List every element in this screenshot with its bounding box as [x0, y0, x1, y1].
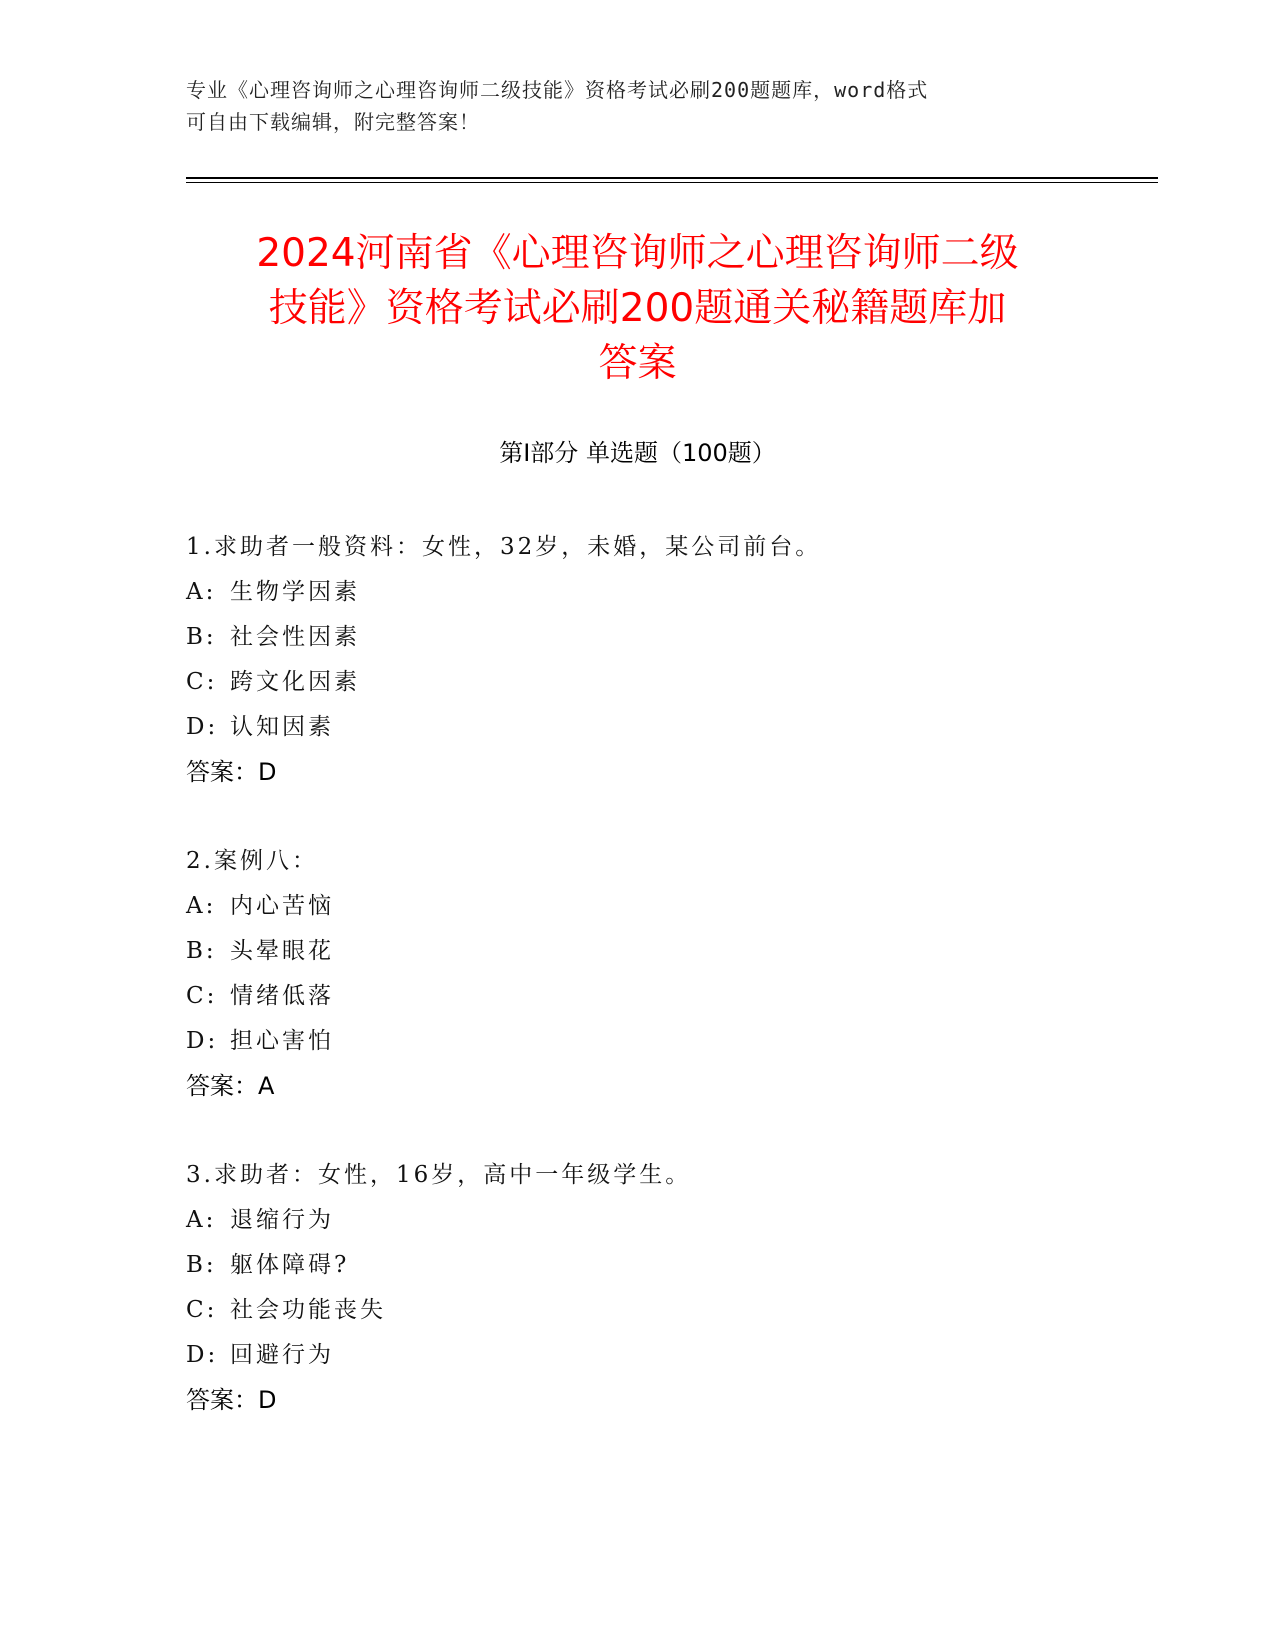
document-title-line-1: 2024河南省《心理咨询师之心理咨询师二级 — [256, 231, 1019, 276]
option-d — [186, 705, 1126, 750]
option-d — [186, 1333, 1126, 1378]
option-text: 回避行为 — [230, 1342, 334, 1368]
answer-line: 答案：A — [186, 1072, 275, 1100]
header-note-line-1: 专业《心理咨询师之心理咨询师二级技能》资格考试必刷200题题库，word格式 — [186, 78, 929, 102]
option-text: 躯体障碍? — [230, 1252, 350, 1278]
option-d — [186, 1019, 1126, 1064]
option-key: D: — [186, 714, 219, 740]
option-key: C: — [186, 1297, 218, 1323]
header-divider-thin — [186, 182, 1158, 183]
option-key: A: — [186, 893, 217, 919]
section-heading: 第Ⅰ部分 单选题（100题） — [499, 439, 776, 467]
option-text: 担心害怕 — [230, 1028, 334, 1054]
option-text: 生物学因素 — [230, 579, 360, 605]
option-key: D: — [186, 1028, 219, 1054]
header-divider-thick — [186, 177, 1158, 179]
option-text: 头晕眼花 — [230, 938, 334, 964]
option-key: C: — [186, 669, 218, 695]
option-b — [186, 1243, 1126, 1288]
question-item — [186, 1153, 1126, 1423]
question-item — [186, 525, 1126, 795]
option-text: 社会功能丧失 — [230, 1297, 386, 1323]
option-text: 内心苦恼 — [230, 893, 334, 919]
option-a — [186, 884, 1126, 929]
document-header-note — [186, 74, 1086, 138]
question-list — [186, 525, 1126, 1467]
option-key: A: — [186, 1207, 217, 1233]
question-stem: 1.求助者一般资料：女性，32岁，未婚，某公司前台。 — [186, 534, 822, 560]
document-title-line-2: 技能》资格考试必刷200题通关秘籍题库加 — [268, 286, 1007, 331]
option-text: 跨文化因素 — [230, 669, 360, 695]
option-text: 认知因素 — [230, 714, 334, 740]
option-key: B: — [186, 1252, 217, 1278]
option-c — [186, 1288, 1126, 1333]
option-text: 情绪低落 — [230, 983, 334, 1009]
option-text: 社会性因素 — [230, 624, 360, 650]
header-note-line-2: 可自由下载编辑，附完整答案！ — [186, 110, 480, 134]
option-c — [186, 660, 1126, 705]
option-key: D: — [186, 1342, 219, 1368]
option-key: A: — [186, 579, 217, 605]
option-a — [186, 1198, 1126, 1243]
option-c — [186, 974, 1126, 1019]
option-a — [186, 570, 1126, 615]
question-stem: 2.案例八： — [186, 848, 318, 874]
question-stem: 3.求助者：女性，16岁，高中一年级学生。 — [186, 1162, 692, 1188]
option-b — [186, 615, 1126, 660]
answer-line: 答案：D — [186, 758, 277, 786]
document-title-line-3: 答案 — [598, 341, 677, 386]
option-b — [186, 929, 1126, 974]
question-item — [186, 839, 1126, 1109]
option-text: 退缩行为 — [230, 1207, 334, 1233]
document-title — [150, 226, 1125, 391]
option-key: C: — [186, 983, 218, 1009]
option-key: B: — [186, 938, 217, 964]
option-key: B: — [186, 624, 217, 650]
answer-line: 答案：D — [186, 1386, 277, 1414]
